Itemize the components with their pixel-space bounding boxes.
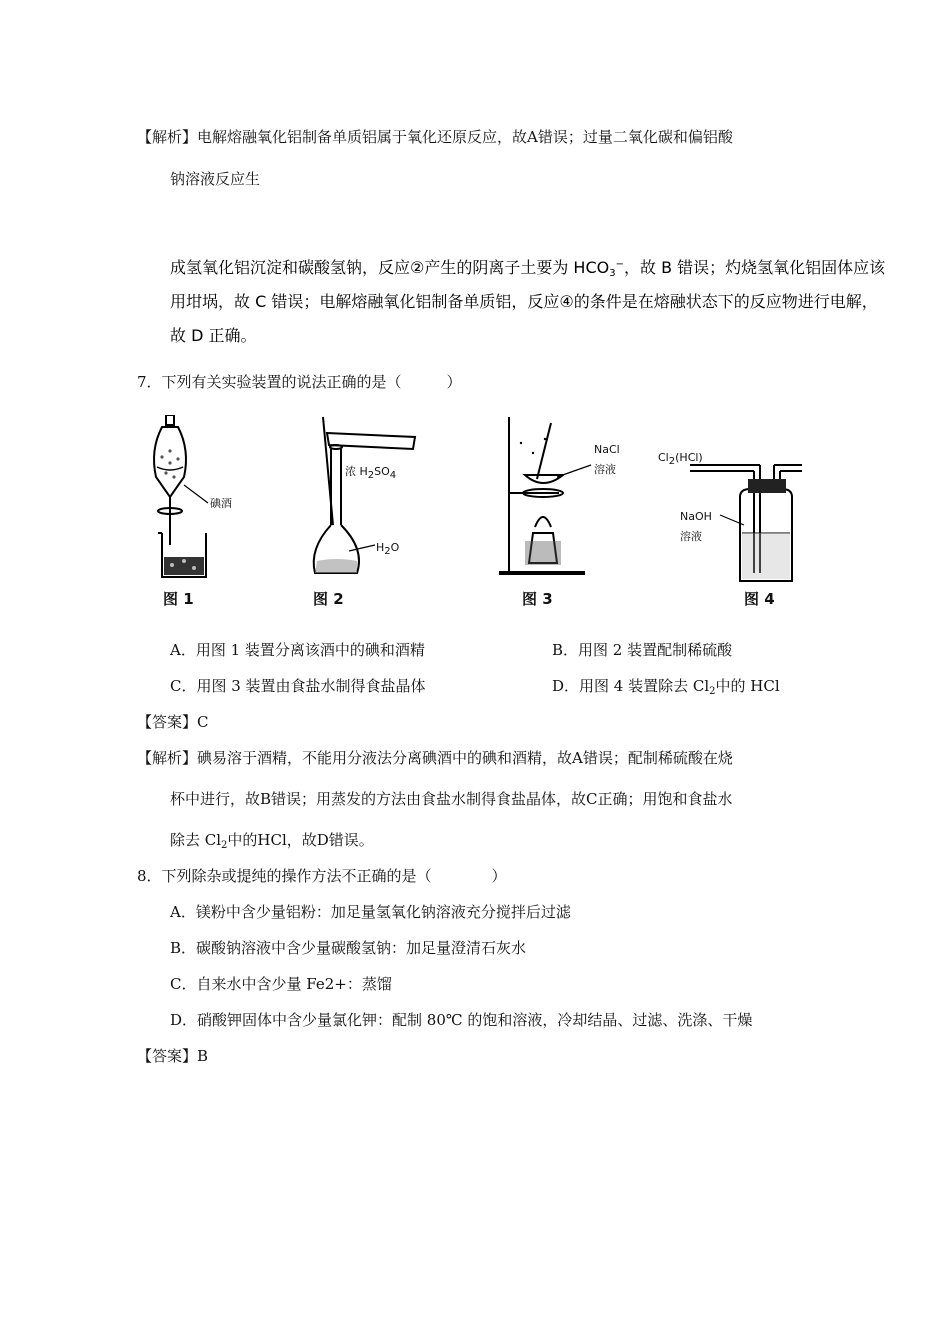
explanation-tag: 【解析】 — [137, 128, 198, 146]
q8-option-d: D．硝酸钾固体中含少量氯化钾：配制 80℃ 的饱和溶液，冷却结晶、过滤、洗涤、干燥 — [170, 1011, 753, 1029]
figure-2-label: 图 2 — [313, 590, 344, 608]
prev-explanation-line-1: 【解析】电解熔融氧化铝制备单质铝属于氧化还原反应，故A错误；过量二氧化碳和偏铝酸 — [137, 128, 733, 146]
prev-explanation-bold-line-3: 故 D 正确。 — [170, 326, 257, 345]
q8-option-a: A．镁粉中含少量铝粉：加足量氢氧化钠溶液充分搅拌后过滤 — [170, 903, 571, 921]
figure-3-evaporation-setup — [495, 413, 615, 585]
q7-answer: 【答案】C — [137, 713, 209, 731]
figure-1-label: 图 1 — [163, 590, 194, 608]
figure-3-annotation-1: NaCl — [594, 443, 620, 456]
q7-explanation-line-2: 杯中进行，故B错误；用蒸发的方法由食盐水制得食盐晶体，故C正确；用饱和食盐水 — [170, 790, 733, 808]
figure-4-annotation-2: 溶液 — [680, 530, 702, 543]
prev-explanation-bold-line-1: 成氢氧化铝沉淀和碳酸氢钠，反应②产生的阴离子土要为 $HCO_3^-$，故 B 错误；灼烧氢氧化铝固体应该 — [170, 258, 886, 279]
q8-stem: 8．下列除杂或提纯的操作方法不正确的是（ ） — [137, 867, 507, 885]
figure-4-annotation-1: NaOH — [680, 510, 712, 523]
figure-2-annotation: 浓 $H_2SO_4$ — [345, 465, 397, 481]
q7-explanation-line-3: 除去 $Cl_2$中的HCl，故D错误。 — [170, 831, 374, 851]
q8-option-c: C．自来水中含少量 Fe2+：蒸馏 — [170, 975, 392, 993]
q8-option-b: B．碳酸钠溶液中含少量碳酸氢钠：加足量澄清石灰水 — [170, 939, 527, 957]
figure-2-water-label: $H_2O$ — [376, 541, 400, 557]
figure-4-label: 图 4 — [744, 590, 775, 608]
figure-3-annotation-2: 溶液 — [594, 463, 616, 476]
figure-1-annotation: 碘酒 — [210, 497, 232, 510]
q7-option-d: D．用图 4 装置除去 $Cl_2$中的 HCl — [552, 677, 780, 697]
figure-3-label: 图 3 — [522, 590, 553, 608]
q7-option-a: A．用图 1 装置分离该酒中的碘和酒精 — [170, 641, 425, 659]
figure-4-gas-label: $Cl_2(HCl)$ — [658, 451, 703, 467]
q7-option-c: C．用图 3 装置由食盐水制得食盐晶体 — [170, 677, 426, 695]
q7-explanation-line-1: 【解析】碘易溶于酒精，不能用分液法分离碘酒中的碘和酒精，故A错误；配制稀硫酸在烧 — [137, 749, 733, 767]
figure-1-separatory-funnel — [140, 415, 250, 585]
prev-explanation-line-2: 钠溶液反应生 — [170, 170, 261, 188]
prev-explanation-bold-line-2: 用坩埚，故 C 错误；电解熔融氧化铝制备单质铝，反应④的条件是在熔融状态下的反应物进行电解， — [170, 292, 878, 311]
q7-option-b: B．用图 2 装置配制稀硫酸 — [552, 641, 733, 659]
q8-answer: 【答案】B — [137, 1047, 209, 1065]
q7-stem: 7．下列有关实验装置的说法正确的是（ ） — [137, 373, 462, 391]
figure-2-volumetric-flask — [305, 413, 425, 585]
